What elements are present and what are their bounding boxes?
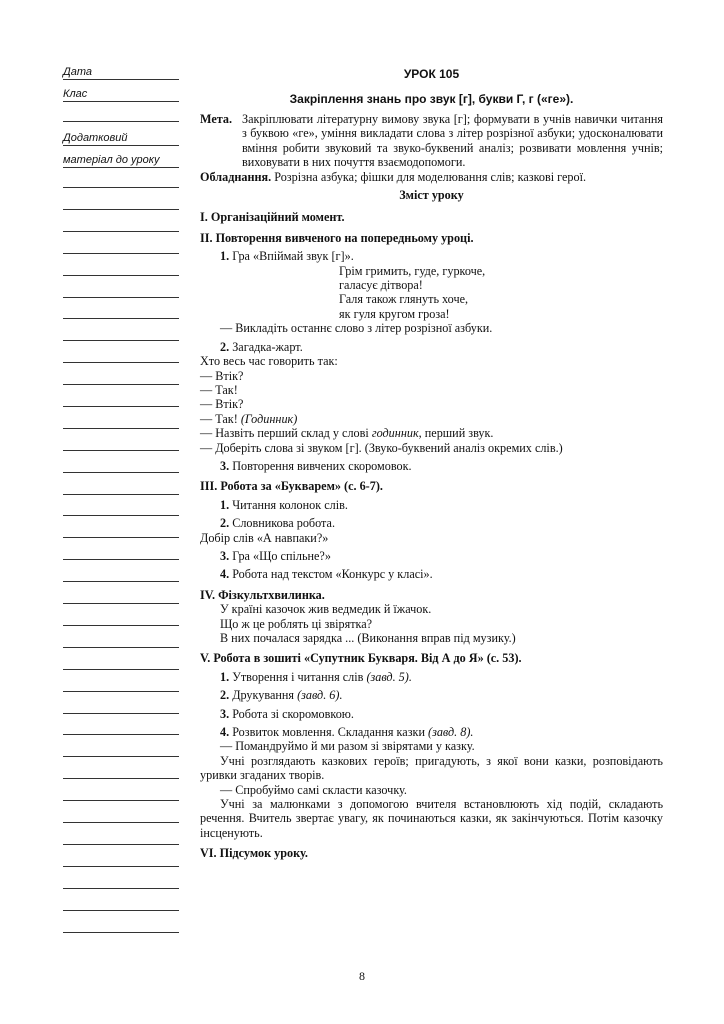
list-item xyxy=(200,688,663,702)
text-line: У країні казочок жив ведмедик й їжачок. xyxy=(220,602,432,617)
task-ref: (завд. 5). xyxy=(366,669,412,684)
rule-line xyxy=(63,603,179,604)
rule-line xyxy=(63,297,179,298)
item-text: Словникова робота. xyxy=(232,516,335,531)
item-text: Загадка-жарт. xyxy=(232,339,303,354)
lesson-topic: Закріплення знань про звук [г], букви Г, г («ге»). xyxy=(289,92,574,106)
item-text: Робота зі скоромовкою. xyxy=(232,706,354,721)
item-number: 3. xyxy=(220,706,230,721)
rule-line xyxy=(63,187,179,188)
section-3-title: III. Робота за «Букварем» (с. 6-7). xyxy=(200,479,383,494)
goal-label: Мета. xyxy=(200,112,233,126)
item-number: 2. xyxy=(220,339,230,354)
extra-material-field-2 xyxy=(63,154,179,168)
text-line: В них почалася зарядка ... (Виконання вправ під музику.) xyxy=(220,631,516,645)
text-italic: годинник xyxy=(371,426,419,441)
date-field xyxy=(63,66,179,80)
text-line: Що ж це роблять ці звірятка? xyxy=(220,616,373,631)
dialogue-line: — Втік? xyxy=(200,397,244,412)
rule-line xyxy=(63,362,179,363)
list-item xyxy=(200,498,663,512)
paragraph: Учні за малюнками з допомогою вчителя встановлюють хід подій, складають речення. Вчитель звертає увагу, як починаються казки, як закінчуються. Потім казочку інсценують. xyxy=(200,797,663,840)
item-text: Гра «Впіймай звук [г]». xyxy=(232,249,354,264)
equipment-row xyxy=(200,170,663,184)
item-text: Робота над текстом «Конкурс у класі». xyxy=(232,567,433,582)
item-number: 3. xyxy=(220,548,230,563)
goal-row xyxy=(200,112,663,170)
rule-line xyxy=(63,734,179,735)
list-item xyxy=(200,516,663,530)
list-item xyxy=(200,670,663,684)
rule-line xyxy=(63,209,179,210)
item-number: 4. xyxy=(220,567,230,582)
task-ref: (завд. 8). xyxy=(428,725,474,740)
rule-line xyxy=(63,932,179,933)
equipment-text: Розрізна азбука; фішки для моделювання слів; казкові герої. xyxy=(274,169,587,184)
rule-line xyxy=(63,756,179,757)
page-number: 8 xyxy=(359,969,365,983)
list-item xyxy=(200,725,663,739)
section-1-title: I. Організаційний момент. xyxy=(200,210,345,225)
item-number: 1. xyxy=(220,249,230,264)
rule-line xyxy=(63,669,179,670)
rule-line xyxy=(63,253,179,254)
poem-line: галасує дітвора! xyxy=(339,278,423,293)
rule-line xyxy=(63,691,179,692)
list-item xyxy=(200,249,663,263)
rule-line xyxy=(63,625,179,626)
rule-line xyxy=(63,275,179,276)
rule-line xyxy=(63,515,179,516)
text-line: Добір слів «А навпаки?» xyxy=(200,530,329,545)
rule-line xyxy=(63,406,179,407)
poem-line: Галя також глянуть хоче, xyxy=(339,292,469,307)
rule-line xyxy=(63,428,179,429)
date-label: Дата xyxy=(63,66,93,78)
dialogue-line xyxy=(200,412,663,426)
rule-line xyxy=(63,537,179,538)
item-text: Друкування xyxy=(232,688,295,703)
rule-line xyxy=(63,778,179,779)
rule-line xyxy=(63,472,179,473)
item-text: Повторення вивчених скоромовок. xyxy=(232,458,412,473)
rule-line xyxy=(63,647,179,648)
task-ref: (завд. 6). xyxy=(297,688,343,703)
text-line: — Викладіть останнє слово з літер розрізної азбуки. xyxy=(220,321,493,336)
lesson-plan xyxy=(200,66,663,861)
section-6-title: VI. Підсумок уроку. xyxy=(200,846,308,861)
rule-line xyxy=(63,494,179,495)
rule-line xyxy=(63,340,179,341)
extra-label-1: Додатковий xyxy=(63,132,128,144)
rule-line xyxy=(63,559,179,560)
class-field xyxy=(63,88,179,102)
list-item xyxy=(200,459,663,473)
item-number: 2. xyxy=(220,688,230,703)
rule-line xyxy=(63,866,179,867)
list-item xyxy=(200,549,663,563)
text-line xyxy=(200,426,663,440)
class-label: Клас xyxy=(63,88,88,100)
equipment-label: Обладнання. xyxy=(200,169,272,184)
rule-line xyxy=(63,910,179,911)
content-title: Зміст уроку xyxy=(399,188,464,203)
extra-material-field-1 xyxy=(63,132,179,146)
text-part: , перший звук. xyxy=(418,426,494,441)
item-text: Читання колонок слів. xyxy=(232,497,348,512)
poem-line: як гуля кругом гроза! xyxy=(339,306,450,321)
item-number: 1. xyxy=(220,497,230,512)
rule-line xyxy=(63,318,179,319)
rule-line xyxy=(63,231,179,232)
rule-line xyxy=(63,800,179,801)
lesson-number: УРОК 105 xyxy=(403,67,460,81)
poem-line: Грім гримить, гуде, гуркоче, xyxy=(339,263,486,278)
list-item xyxy=(200,340,663,354)
dialogue-text: — Так! xyxy=(200,411,238,426)
text-line: — Доберіть слова зі звуком [г]. (Звуко-буквений аналіз окремих слів.) xyxy=(200,440,563,455)
dialogue-line: — Втік? xyxy=(200,368,244,383)
dialogue-line: — Так! xyxy=(200,382,238,397)
item-text: Утворення і читання слів xyxy=(232,669,364,684)
goal-text: Закріплювати літературну вимову звука [г]; формувати в учнів навички читання з буквою «ге», уміння викладати слова з літер розрізної азбуки; удосконалювати вміння робити звуковий та звуко-буквений аналіз; розвивати мовлення учнів; виховувати в них почуття взаємодопомоги. xyxy=(242,112,663,170)
section-5-title: V. Робота в зошиті «Супутник Букваря. Від А до Я» (с. 53). xyxy=(200,651,522,666)
rule-line xyxy=(63,581,179,582)
list-item xyxy=(200,567,663,581)
extra-label-2: матеріал до уроку xyxy=(63,154,160,166)
rule-line xyxy=(63,121,179,122)
paragraph: Учні розглядають казкових героїв; пригадують, з якої вони казки, розповідають уривки згаданих творів. xyxy=(200,753,663,783)
rule-line xyxy=(63,888,179,889)
rule-line xyxy=(63,450,179,451)
item-number: 2. xyxy=(220,516,230,531)
rule-line xyxy=(63,822,179,823)
item-number: 3. xyxy=(220,458,230,473)
rule-line xyxy=(63,384,179,385)
item-text: Гра «Що спільне?» xyxy=(232,548,331,563)
text-line: — Спробуймо самі скласти казочку. xyxy=(220,782,407,797)
riddle-answer: (Годинник) xyxy=(240,411,298,426)
item-number: 4. xyxy=(220,725,230,740)
section-2-title: II. Повторення вивченого на попередньому уроці. xyxy=(200,230,474,245)
text-line: Хто весь час говорить так: xyxy=(200,354,338,369)
rule-line xyxy=(63,844,179,845)
text-line: — Помандруймо й ми разом зі звірятами у казку. xyxy=(220,739,475,754)
item-number: 1. xyxy=(220,669,230,684)
text-part: — Назвіть перший склад у слові xyxy=(200,426,369,441)
rule-line xyxy=(63,713,179,714)
section-4-title: IV. Фізкультхвилинка. xyxy=(200,587,325,602)
item-text: Розвиток мовлення. Складання казки xyxy=(232,725,425,740)
list-item xyxy=(200,707,663,721)
